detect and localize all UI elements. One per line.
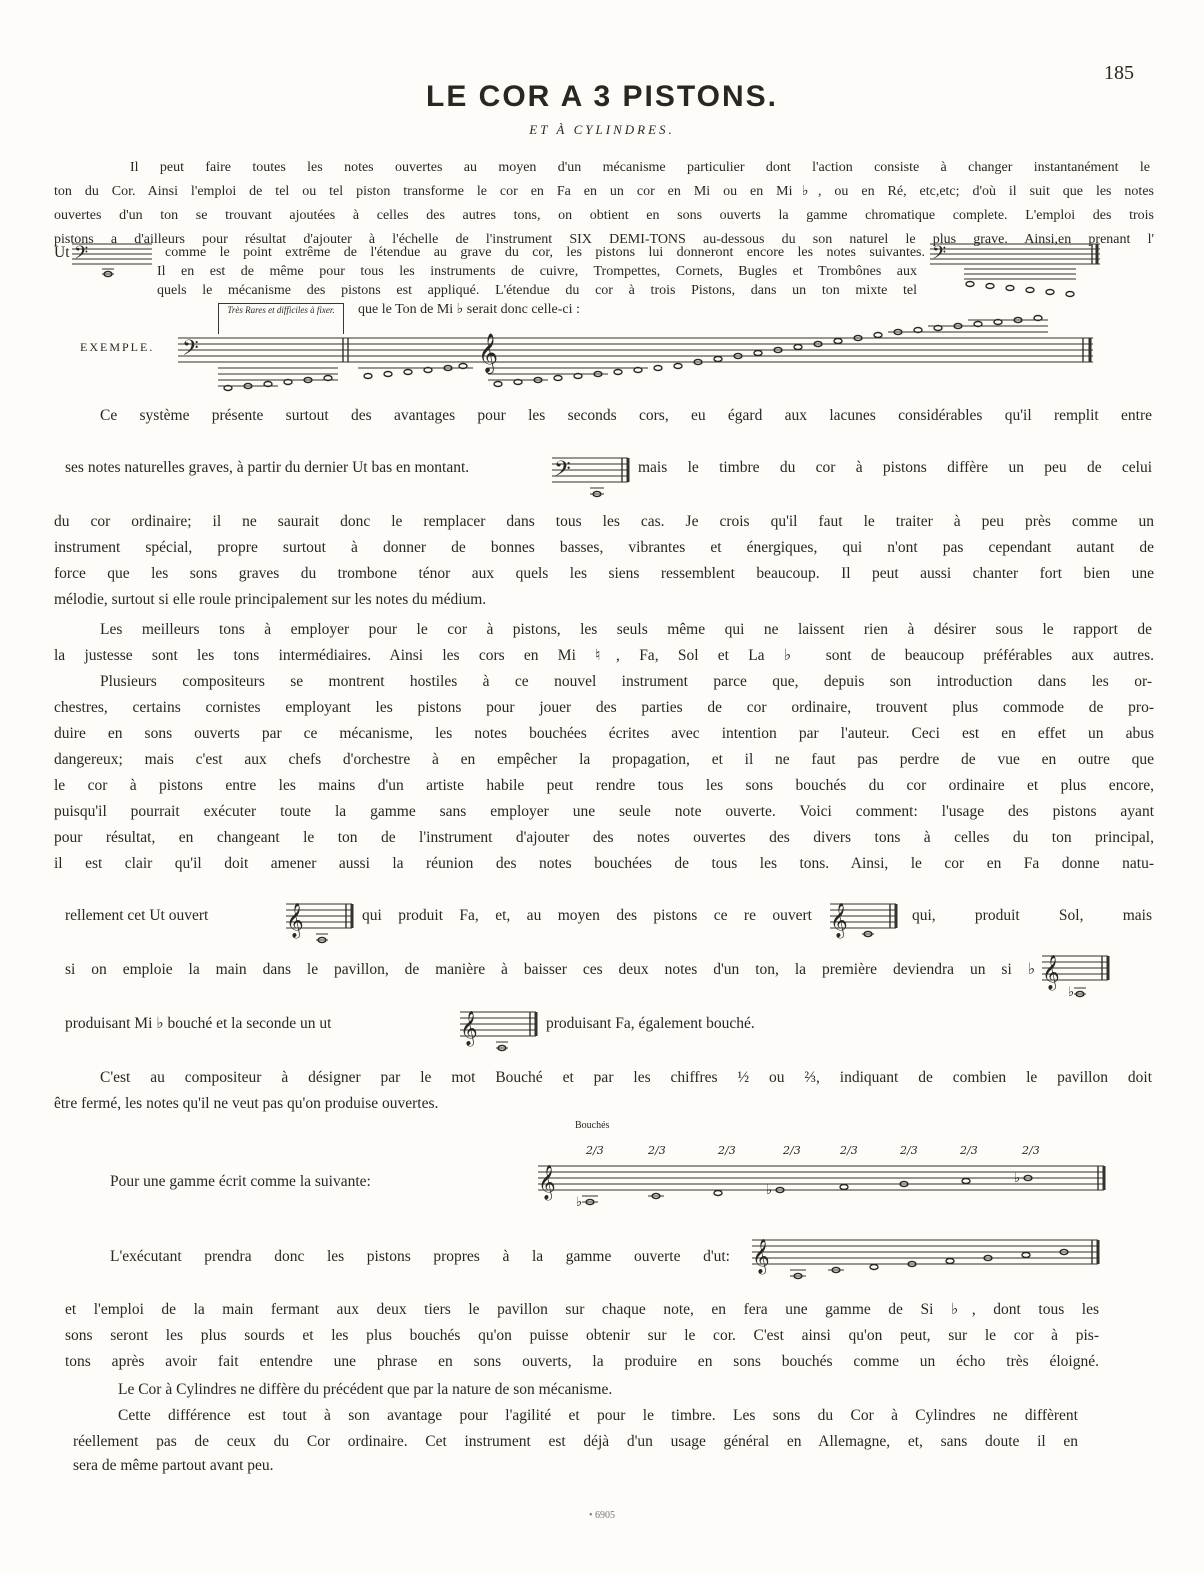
fraction-mark: 2/3 xyxy=(960,1144,978,1157)
text-line: instrument spécial, propre surtout à donner de bonnes basses, vibrantes et énergiques, qui n'ont pas cependant autant de xyxy=(54,539,1154,556)
svg-text:𝄢: 𝄢 xyxy=(932,243,947,268)
svg-text:♭: ♭ xyxy=(576,1195,583,1210)
music-staff-ut-ouvert xyxy=(286,898,356,944)
text-line: C'est au compositeur à désigner par le mot Bouché et par les chiffres ½ ou ⅔, indiquant de combien le pavillon doit xyxy=(100,1069,1152,1086)
text-line: il est clair qu'il doit amener aussi la réunion des notes bouchées de tous les tons. Ainsi, le cor en Fa donne natu- xyxy=(54,855,1154,872)
text-line: puisqu'il pourrait exécuter toute la gamme sans employer une seule note ouverte. Voici comment: l'usage des pistons ayant xyxy=(54,803,1154,820)
svg-text:𝄞: 𝄞 xyxy=(286,903,304,938)
text-line: réellement pas de ceux du Cor ordinaire. Cet instrument est déjà d'un usage général en Allemagne, et, sans doute il en xyxy=(73,1433,1078,1450)
text-line: Ce système présente surtout des avantages pour les seconds cors, eu égard aux lacunes considérables qu'il remplit entre xyxy=(100,407,1152,424)
music-staff-ut-low xyxy=(72,240,152,280)
text-line: Il peut faire toutes les notes ouvertes au moyen d'un mécanisme particulier dont l'action consiste à changer instantanément le xyxy=(130,160,1150,175)
example-label: EXEMPLE. xyxy=(80,340,155,354)
text-line: pistons a d'ailleurs pour résultat d'ajouter à l'échelle de l'instrument SIX DEMI-TONS au-dessous du son naturel le plus grave. Ainsi,en prenant l' xyxy=(54,232,1154,247)
text-line: pour résultat, en changeant le ton de l'instrument d'ajouter des notes ouvertes des divers tons à celles du ton principal, xyxy=(54,829,1154,846)
text-line: que le Ton de Mi ♭ serait donc celle-ci : xyxy=(358,302,580,317)
text-line: Plusieurs compositeurs se montrent hostiles à ce nouvel instrument parce que, depuis son introduction dans les or- xyxy=(100,673,1152,690)
text-line: duire en sons ouverts par ce mécanisme, les notes bouchées écrites avec intention par l'auteur. Ceci est en effet un abus xyxy=(54,725,1154,742)
page-title: LE COR A 3 PISTONS. xyxy=(426,80,778,113)
text-line: tons après avoir fait entendre une phrase en sons ouverts, la produire en sons bouchés comme un écho très éloigné. xyxy=(65,1353,1099,1370)
text-line: Il en est de même pour tous les instruments de cuivre, Trompettes, Cornets, Bugles et Trombônes aux xyxy=(157,264,917,279)
svg-text:𝄞: 𝄞 xyxy=(752,1239,770,1274)
svg-text:♭: ♭ xyxy=(1068,985,1075,1000)
music-staff-si-bemol xyxy=(1042,950,1112,998)
svg-text:♭: ♭ xyxy=(1014,1171,1021,1186)
fraction-mark: 2/3 xyxy=(586,1144,604,1157)
text-segment: rellement cet Ut ouvert xyxy=(65,907,209,924)
music-staff-re-ouvert xyxy=(830,898,900,944)
text-segment: produisant Mi ♭ bouché et la seconde un ut xyxy=(65,1015,332,1032)
text-segment: si on emploie la main dans le pavillon, de manière à baisser ces deux notes d'un ton, la première deviendra un si ♭ xyxy=(65,961,1035,978)
example-box-note: Très Rares et difficiles à fixer. xyxy=(218,303,344,334)
text-line: et l'emploi de la main fermant aux deux tiers le pavillon sur chaque note, en fera une gamme de Si ♭, dont tous les xyxy=(65,1301,1099,1318)
text-line: comme le point extrême de l'étendue au grave du cor, les pistons lui donneront encore les notes suivantes. xyxy=(165,245,925,260)
text-line: mélodie, surtout si elle roule principalement sur les notes du médium. xyxy=(54,591,487,608)
text-line: ton du Cor. Ainsi l'emploi de tel ou tel piston transforme le cor en Fa en un cor en Mi ou en Mi♭, ou en Ré, etc,etc; d'où il suit que les notes xyxy=(54,184,1154,199)
music-staff-open-scale xyxy=(752,1232,1102,1288)
text-line: le cor à pistons entre les mains d'un artiste habile peut rendre tous les sons bouchés du cor ordinaire et plus encore, xyxy=(54,777,1154,794)
text-line: Cette différence est tout à son avantage pour l'agilité et pour le timbre. Les sons du Cor à Cylindres ne diffèrent xyxy=(118,1407,1078,1424)
text-line: sera de même partout avant peu. xyxy=(73,1457,274,1474)
fraction-mark: 2/3 xyxy=(783,1144,801,1157)
text-line: dangereux; mais c'est aux chefs d'orchestre à en empêcher la propagation, et il ne faut pas perdre de vue en outre que xyxy=(54,751,1154,768)
svg-text:𝄢: 𝄢 xyxy=(74,243,89,268)
text-segment: qui, produit Sol, mais xyxy=(912,907,1152,924)
text-line: force que les sons graves du trombone ténor aux quels les siens ressemblent beaucoup. Il peut aussi chanter fort bien une xyxy=(54,565,1154,582)
text-written-scale: Pour une gamme écrit comme la suivante: xyxy=(110,1173,371,1190)
text-segment: produisant Fa, également bouché. xyxy=(546,1015,755,1032)
music-staff-ut-bouche xyxy=(460,1006,540,1052)
fraction-mark: 2/3 xyxy=(900,1144,918,1157)
svg-text:𝄞: 𝄞 xyxy=(538,1165,556,1200)
svg-text:𝄞: 𝄞 xyxy=(1042,955,1060,990)
music-staff-written-scale xyxy=(538,1140,1108,1220)
text-segment: qui produit Fa, et, au moyen des pistons ce re ouvert xyxy=(362,907,812,924)
text-line: mais le timbre du cor à pistons diffère un peu de celui xyxy=(638,459,1152,476)
svg-text:𝄢: 𝄢 xyxy=(182,336,199,366)
text-line: ouvertes d'un ton se trouvant ajoutées à celles des autres tons, on obtient en sons ouverts la gamme chromatique complete. L'emploi des trois xyxy=(54,208,1154,223)
svg-text:𝄢: 𝄢 xyxy=(554,457,571,487)
text-line: ses notes naturelles graves, à partir du dernier Ut bas en montant. xyxy=(65,459,470,476)
page-subtitle: ET À CYLINDRES. xyxy=(529,122,675,137)
svg-text:𝄞: 𝄞 xyxy=(460,1011,478,1046)
fraction-mark: 2/3 xyxy=(648,1144,666,1157)
text-line: être fermé, les notes qu'il ne veut pas qu'on produise ouvertes. xyxy=(54,1095,439,1112)
music-staff-example xyxy=(178,330,1098,400)
text-line: quels le mécanisme des pistons est appliqué. L'étendue du cor à trois Pistons, dans un ton mixte tel xyxy=(157,283,917,298)
text-line: la justesse sont les tons intermédiaires. Ainsi les cors en Mi ♮, Fa, Sol et La ♭ sont de beaucoup préférables aux autres. xyxy=(54,647,1154,664)
svg-text:𝄞: 𝄞 xyxy=(478,333,499,373)
fraction-mark: 2/3 xyxy=(718,1144,736,1157)
page-footer: • 6905 xyxy=(588,1510,615,1521)
svg-text:♭: ♭ xyxy=(766,1183,773,1198)
fraction-mark: 2/3 xyxy=(840,1144,858,1157)
text-line: Les meilleurs tons à employer pour le cor à pistons, les seuls même qui ne laissent rien à désirer sous le rapport de xyxy=(100,621,1152,638)
text-line: chestres, certains cornistes employant les pistons pour jouer des parties de cor ordinaire, trouvent plus commode de pro- xyxy=(54,699,1154,716)
svg-text:𝄞: 𝄞 xyxy=(830,903,848,938)
music-staff-pistons-notes xyxy=(930,240,1100,300)
music-staff-ut-bas xyxy=(552,454,632,500)
text-line: du cor ordinaire; il ne saurait donc le remplacer dans tous les cas. Je crois qu'il faut le traiter à peu près comme un xyxy=(54,513,1154,530)
text-performer: L'exécutant prendra donc les pistons propres à la gamme ouverte d'ut: xyxy=(110,1248,730,1265)
fraction-mark: 2/3 xyxy=(1022,1144,1040,1157)
bouches-label: Bouchés xyxy=(575,1120,610,1131)
text-line: Le Cor à Cylindres ne diffère du précédent que par la nature de son mécanisme. xyxy=(118,1381,613,1398)
text-ut: Ut xyxy=(54,244,70,261)
text-line: sons seront les plus sourds et les plus bouchés qu'on puisse obtenir sur le cor. C'est ainsi qu'on peut, sur le cor à pis- xyxy=(65,1327,1099,1344)
page-number: 185 xyxy=(1104,62,1134,84)
